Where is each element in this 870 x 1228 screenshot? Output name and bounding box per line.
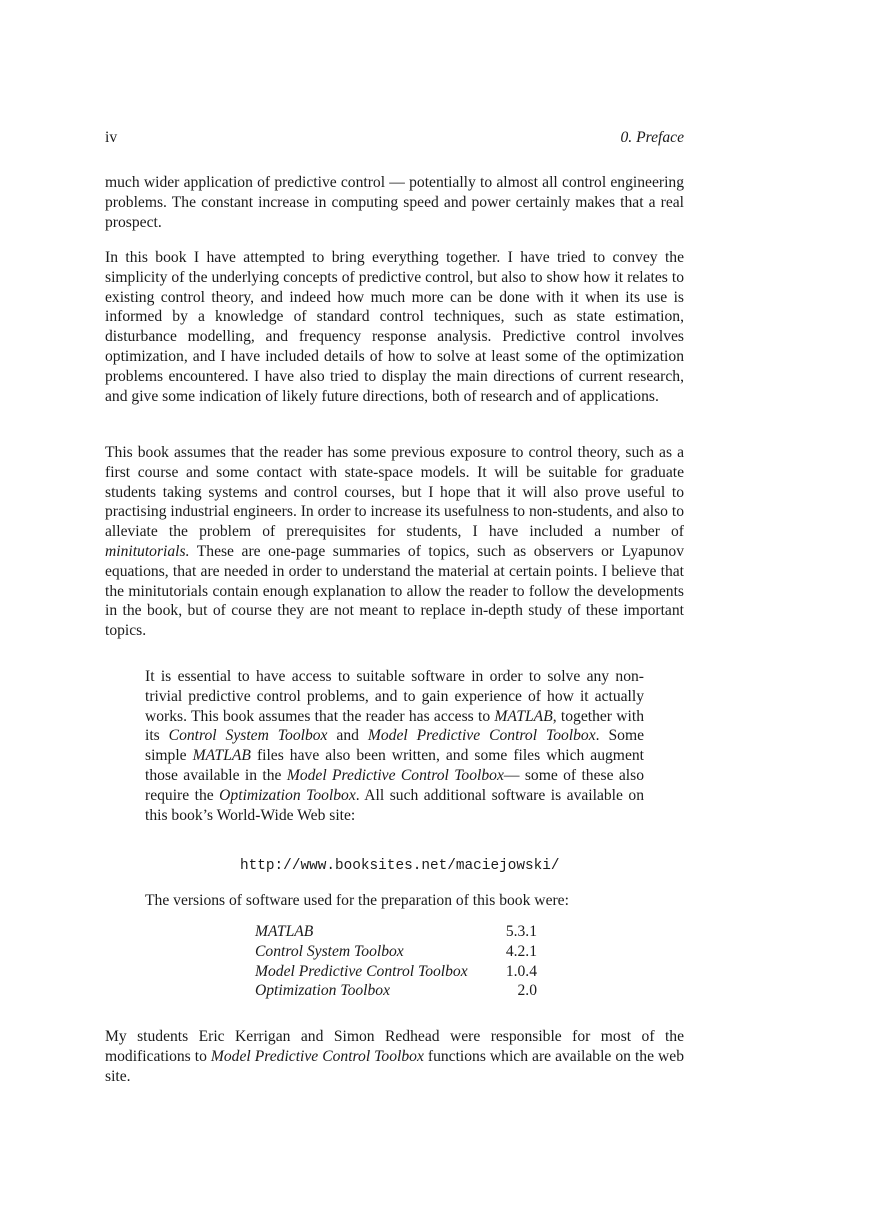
software-note (145, 667, 644, 825)
versions-intro: The versions of software used for the preparation of this book were: (145, 892, 569, 909)
paragraph-bring-together: In this book I have attempted to bring everything together. I have tried to convey the simplicity of the underlying concepts of predictive control, but also to show how it relates to existing control theory, and indeed how much more can be done with it when its use is informed by a knowledge of standard control techniques, such as state estimation, disturbance modelling, and frequency response analysis. Predictive control involves optimization, and I have included details of how to solve at least some of the optimization problems encountered. I have also tried to display the main directions of current research, and give some indication of likely future directions, both of research and of applications. (105, 249, 684, 405)
table-row (255, 981, 537, 1001)
chapter-title: 0. Preface (620, 129, 684, 146)
note-text: and (327, 727, 368, 745)
table-row (255, 922, 537, 942)
note-term: MATLAB (494, 707, 553, 725)
software-name: Model Predictive Control Toolbox (255, 962, 468, 980)
table-row (255, 942, 537, 962)
note-term: Model Predictive Control Toolbox (367, 727, 596, 745)
website-url[interactable]: http://www.booksites.net/maciejowski/ (240, 858, 560, 874)
software-name: Control System Toolbox (255, 942, 404, 960)
software-versions-table (255, 922, 537, 1001)
ack-text: My students Eric Kerrigan and Simon Redhead were responsible for most of the modifications to (105, 1028, 684, 1065)
running-head (105, 129, 684, 149)
page-number: iv (105, 129, 118, 146)
paragraph-acknowledgement (105, 1027, 684, 1086)
software-name: Optimization Toolbox (255, 982, 391, 1000)
paragraph-assumptions (105, 443, 684, 641)
note-text: . Some simple (145, 727, 644, 765)
software-version: 2.0 (517, 982, 537, 1000)
software-version: 5.3.1 (505, 923, 537, 940)
note-term: Model Predictive Control Toolbox (286, 766, 504, 784)
note-text: files have also been written, and some files which augment those available in the (145, 747, 644, 784)
note-text: It is essential to have access to suitable software in order to solve any non-trivial predictive control problems, and to gain experience of how it actually works. This book assumes that the reader has access to (145, 668, 644, 725)
note-text: — some of these also require the (145, 766, 645, 804)
paragraph-wider-application: much wider application of predictive control — potentially to almost all control engineering problems. The constant increase in computing speed and power certainly makes that a real prospect. (105, 174, 684, 231)
table-row (255, 962, 537, 982)
assumptions-text-cont: These are one-page summaries of topics, such as observers or Lyapunov equations, that are needed in order to understand the material at certain points. I believe that the minitutorials contain enough explanation to allow the reader to follow the developments in the book, but of course they are not meant to replace in-depth study of these important topics. (105, 542, 684, 640)
ack-term: Model Predictive Control Toolbox (210, 1047, 424, 1065)
note-term: Optimization Toolbox (219, 786, 356, 804)
software-version: 4.2.1 (505, 942, 537, 960)
note-text: . All such additional software is available on this book’s World-Wide Web site: (145, 786, 644, 824)
software-version: 1.0.4 (505, 962, 537, 980)
note-term: MATLAB (192, 747, 251, 765)
minitutorials-term: minitutorials. (105, 542, 190, 560)
ack-text-cont: functions which are available on the web site. (105, 1047, 684, 1085)
note-term: Control System Toolbox (168, 727, 328, 745)
note-text: , together with its (145, 707, 644, 745)
software-name: MATLAB (255, 923, 314, 940)
assumptions-text: This book assumes that the reader has some previous exposure to control theory, such as a first course and some contact with state-space models. It will be suitable for graduate students taking systems and control courses, but I hope that it will also prove useful to practising industrial engineers. In order to increase its usefulness to non-students, and also to alleviate the problem of prerequisites for students, I have included a number of (105, 444, 685, 541)
